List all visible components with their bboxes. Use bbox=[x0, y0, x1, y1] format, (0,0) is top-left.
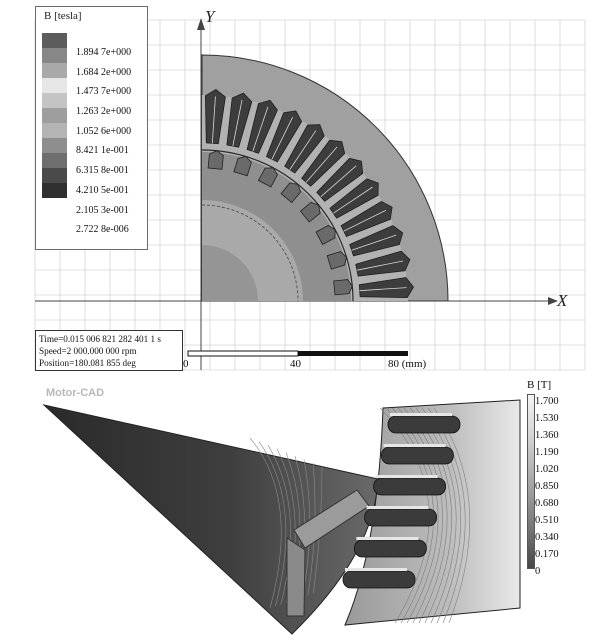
slot-wedge bbox=[376, 475, 438, 478]
colorbar-value: 0.170 bbox=[535, 549, 559, 560]
slot-wedge bbox=[383, 444, 445, 447]
bottom-flux-density-plot bbox=[0, 378, 594, 643]
legend-swatch bbox=[42, 153, 67, 168]
colorbar-value: 0.680 bbox=[535, 498, 559, 509]
slot-wedge bbox=[367, 506, 429, 509]
legend-swatch bbox=[42, 108, 67, 123]
rotor-magnet bbox=[208, 151, 223, 170]
legend-swatch bbox=[42, 78, 67, 93]
colorbar-value: 1.530 bbox=[535, 413, 559, 424]
slot-wedge bbox=[345, 568, 407, 571]
speed-readout: Speed=2 000.000 000 rpm bbox=[39, 346, 137, 356]
time-readout: Time=0.015 006 821 282 401 1 s bbox=[39, 334, 161, 344]
legend-swatch bbox=[42, 168, 67, 183]
legend-value: 1.052 6e+000 bbox=[76, 125, 132, 137]
stator-slot bbox=[388, 416, 460, 433]
colorbar-values bbox=[535, 396, 559, 583]
stator-slot bbox=[343, 571, 415, 588]
scale-bar-black-segment bbox=[298, 351, 408, 356]
x-axis-label: X bbox=[557, 291, 568, 310]
colorbar-value: 0.510 bbox=[535, 515, 559, 526]
colorbar-value: 0.850 bbox=[535, 481, 559, 492]
legend-swatch bbox=[42, 123, 67, 138]
position-readout: Position=180.081 855 deg bbox=[39, 358, 136, 368]
legend-swatch bbox=[42, 183, 67, 198]
legend-value: 2.105 3e-001 bbox=[76, 204, 129, 216]
legend-swatch bbox=[42, 63, 67, 78]
scale-label-0: 0 bbox=[183, 358, 189, 370]
legend-value: 6.315 8e-001 bbox=[76, 165, 129, 177]
stator-slot bbox=[354, 540, 426, 557]
legend-title: B [tesla] bbox=[44, 10, 82, 22]
legend-color-scale bbox=[42, 33, 67, 198]
slot-wedge bbox=[390, 413, 452, 416]
colorbar-value: 1.700 bbox=[535, 396, 559, 407]
legend-values bbox=[76, 47, 131, 244]
legend-value: 1.473 7e+000 bbox=[76, 86, 132, 98]
colorbar-value: 0.340 bbox=[535, 532, 559, 543]
colorbar-value: 0 bbox=[535, 566, 541, 577]
slot-wedge bbox=[356, 537, 418, 540]
legend-swatch bbox=[42, 138, 67, 153]
colorbar-value: 1.020 bbox=[535, 464, 559, 475]
y-axis-label: Y bbox=[205, 7, 215, 26]
flux-density-legend bbox=[35, 6, 148, 250]
rotor-magnet bbox=[334, 280, 353, 295]
legend-swatch bbox=[42, 33, 67, 48]
legend-value: 8.421 1e-001 bbox=[76, 145, 129, 157]
legend-value: 2.722 8e-006 bbox=[76, 224, 129, 236]
colorbar-title: B [T] bbox=[527, 379, 552, 391]
scale-bar-white-segment bbox=[188, 351, 298, 356]
colorbar-strip bbox=[527, 394, 535, 569]
legend-swatch bbox=[42, 48, 67, 63]
colorbar-value: 1.360 bbox=[535, 430, 559, 441]
stator-slot bbox=[374, 478, 446, 495]
bottom-plot-canvas bbox=[0, 378, 594, 643]
legend-value: 4.210 5e-001 bbox=[76, 184, 129, 196]
software-watermark: Motor-CAD bbox=[46, 387, 105, 399]
scale-label-80: 80 (mm) bbox=[388, 358, 427, 370]
simulation-info-box bbox=[35, 330, 183, 371]
stator-slot bbox=[365, 509, 437, 526]
colorbar-value: 1.190 bbox=[535, 447, 559, 458]
legend-value: 1.684 2e+000 bbox=[76, 66, 132, 78]
legend-value: 1.263 2e+000 bbox=[76, 106, 132, 118]
legend-value: 1.894 7e+000 bbox=[76, 47, 132, 58]
legend-swatch bbox=[42, 93, 67, 108]
rotor-magnet-lower bbox=[287, 538, 305, 616]
stator-slot bbox=[381, 447, 453, 464]
scale-label-40: 40 bbox=[290, 358, 301, 370]
